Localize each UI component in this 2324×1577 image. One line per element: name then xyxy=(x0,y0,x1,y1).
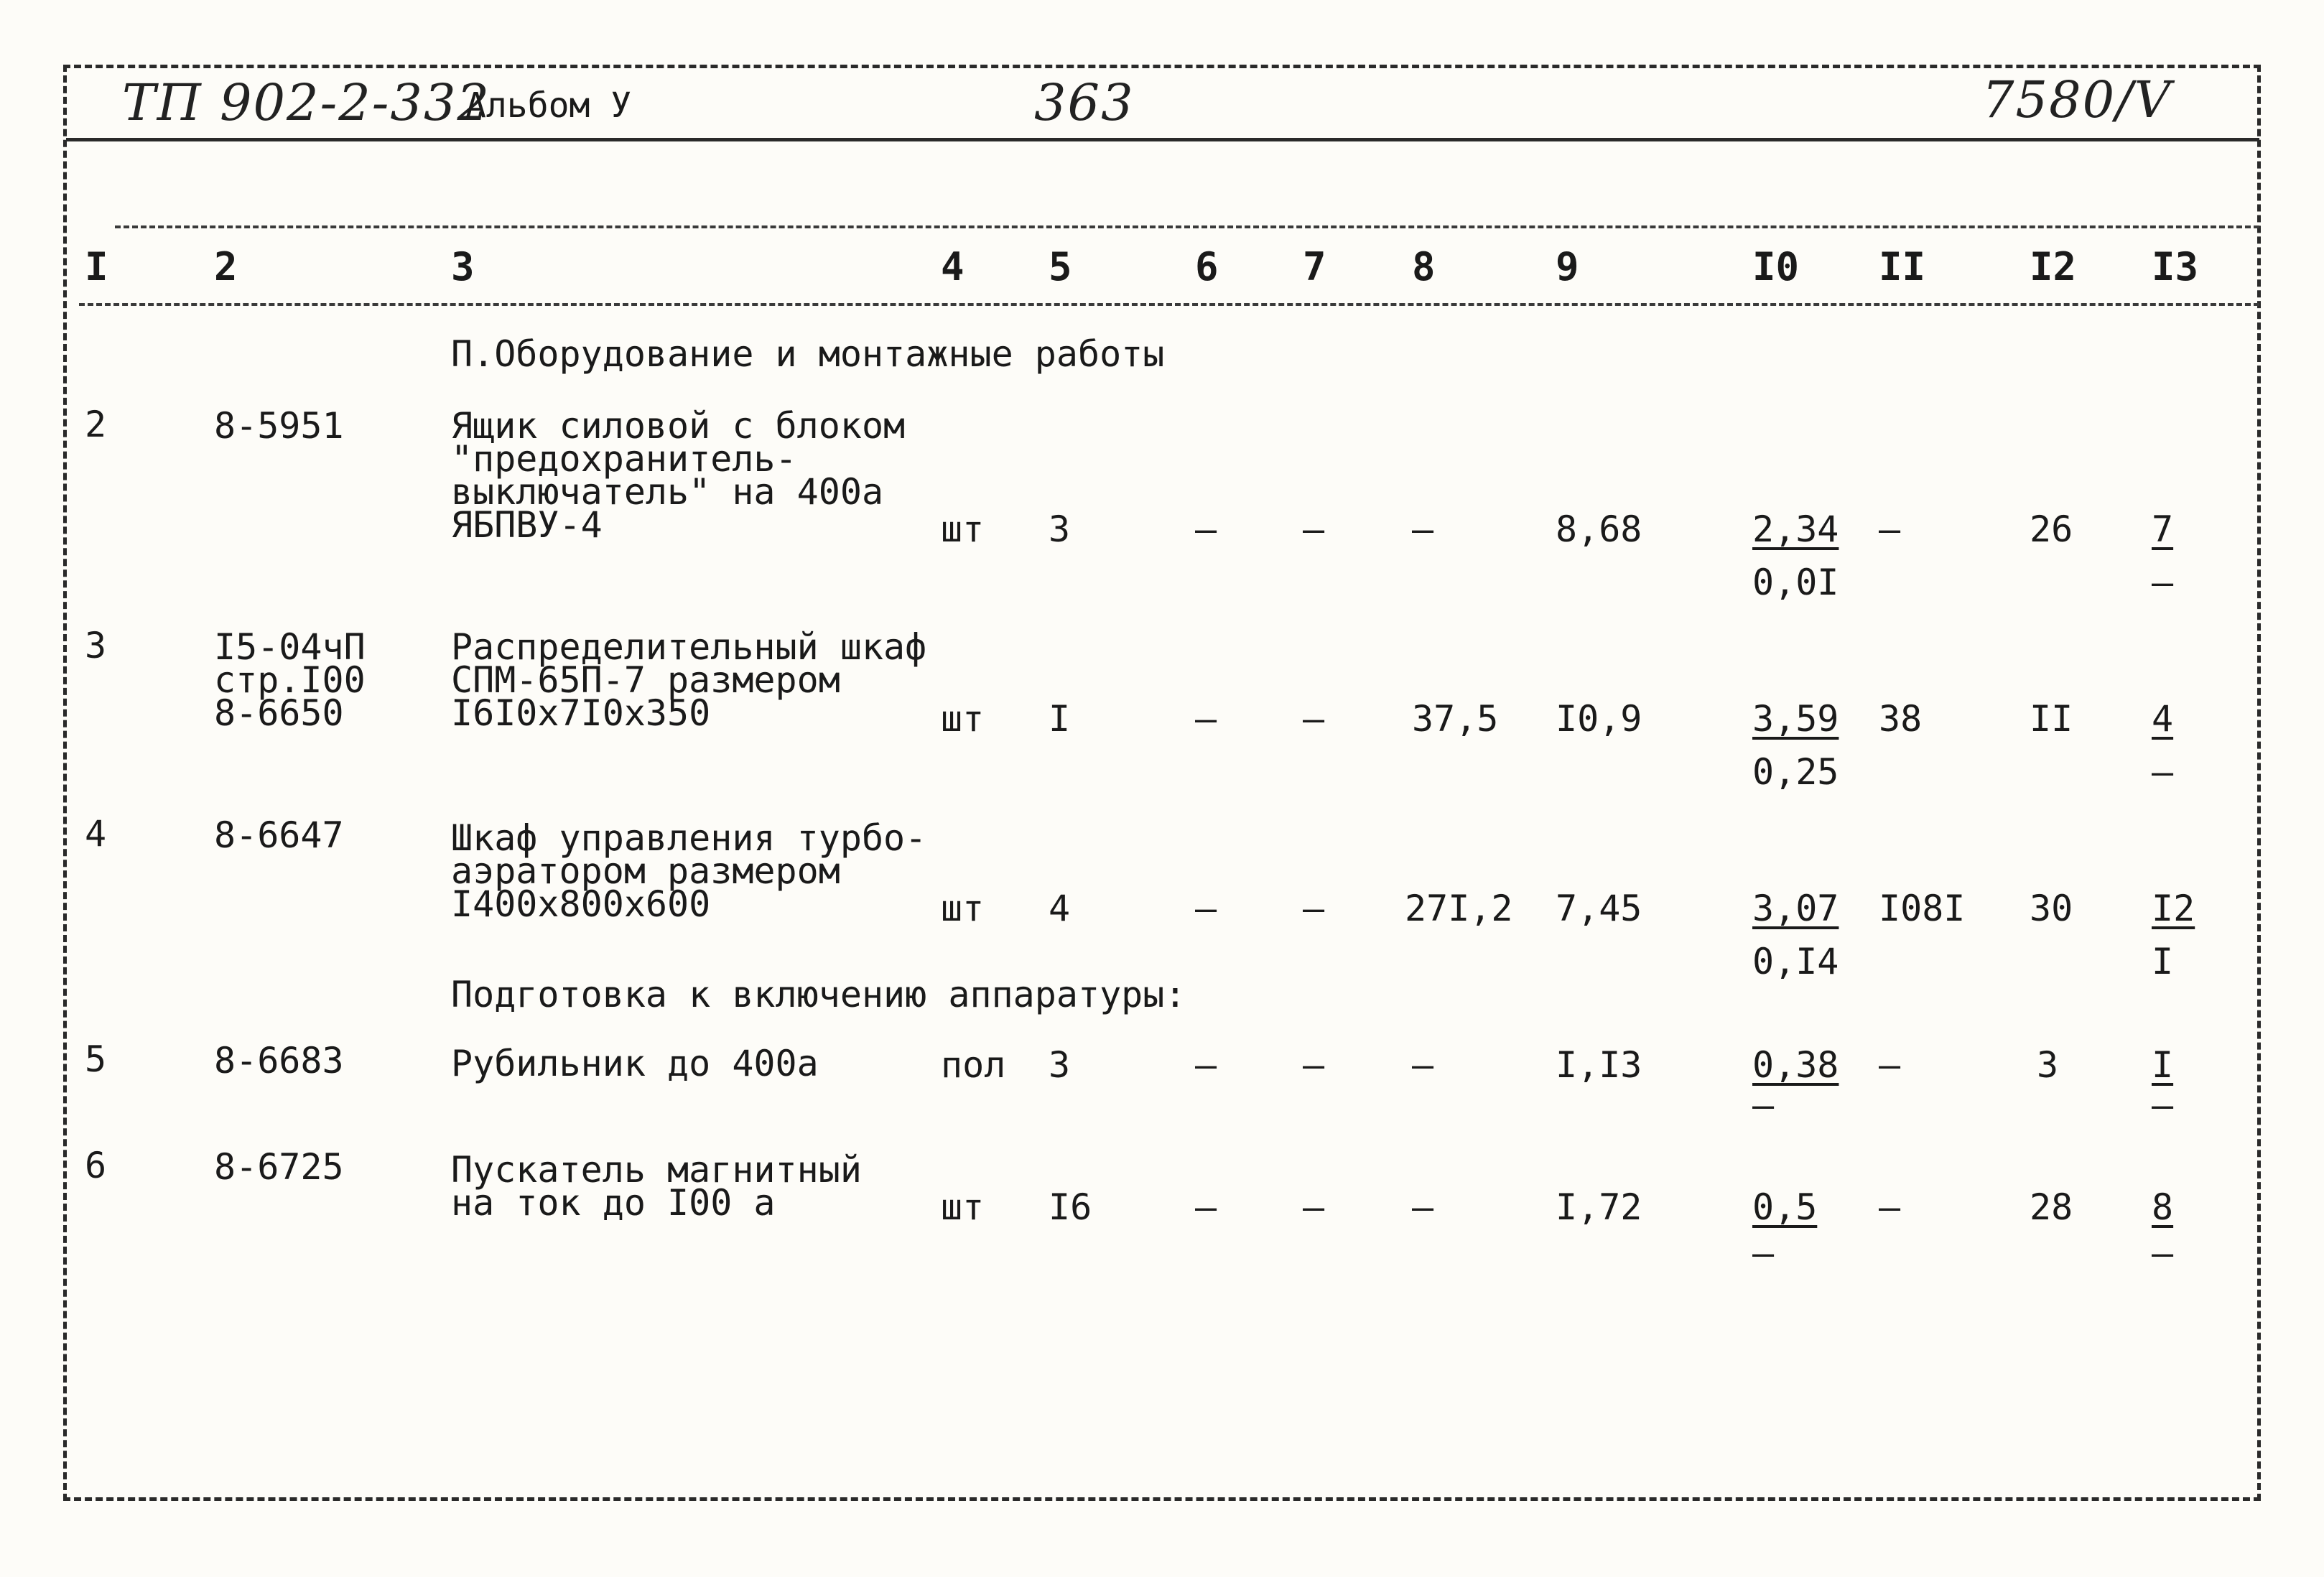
row-col13-bottom: – xyxy=(2152,562,2174,603)
row-code: 8-6683 xyxy=(214,1040,344,1081)
row-name-line: Пускатель магнитный xyxy=(451,1149,862,1191)
row-number: 4 xyxy=(85,813,107,855)
row-code: 8-5951 xyxy=(214,405,344,447)
row-col12: 3 xyxy=(2037,1044,2059,1086)
col-header-3: 3 xyxy=(451,244,475,289)
row-col10-top: 3,59 xyxy=(1752,698,1839,740)
row-code: I5-04чП xyxy=(214,626,366,668)
row-col9: I0,9 xyxy=(1556,698,1642,740)
page-frame xyxy=(63,65,2261,1501)
row-name-line: ЯБПВУ-4 xyxy=(451,504,603,546)
row-number: 6 xyxy=(85,1145,107,1186)
row-col7: – xyxy=(1303,1186,1325,1228)
row-col10-bottom: – xyxy=(1752,1084,1775,1126)
row-name-line: Ящик силовой с блоком xyxy=(451,405,906,447)
row-col10-top: 0,38 xyxy=(1752,1044,1839,1086)
col-header-10: I0 xyxy=(1752,244,1800,289)
col-header-6: 6 xyxy=(1195,244,1219,289)
row-number: 5 xyxy=(85,1038,107,1080)
row-col6: – xyxy=(1195,698,1217,740)
row-col7: – xyxy=(1303,888,1325,929)
row-col10-top: 2,34 xyxy=(1752,508,1839,550)
section-heading-equipment: П.Оборудование и монтажные работы xyxy=(451,333,1165,375)
row-col13-bottom: I xyxy=(2152,941,2174,982)
row-col10-bottom: 0,25 xyxy=(1752,751,1839,793)
row-col6: – xyxy=(1195,888,1217,929)
col-header-5: 5 xyxy=(1049,244,1072,289)
row-name-line: I400х800х600 xyxy=(451,883,711,925)
row-name-line: на ток до I00 а xyxy=(451,1182,776,1224)
row-name-line: "предохранитель- xyxy=(451,438,797,480)
row-col12: 26 xyxy=(2030,508,2073,550)
section-heading-preparation: Подготовка к включению аппаратуры: xyxy=(451,974,1186,1015)
row-col10-bottom: – xyxy=(1752,1232,1775,1274)
row-unit: пол xyxy=(941,1044,1006,1086)
row-col6: – xyxy=(1195,1186,1217,1228)
project-code: ТП 902-2-332 xyxy=(122,73,491,132)
row-col11: I08I xyxy=(1879,888,1966,929)
inventory-number: 7580/V xyxy=(1982,70,2172,129)
title-divider xyxy=(66,138,2259,141)
row-col7: – xyxy=(1303,698,1325,740)
row-col9: I,72 xyxy=(1556,1186,1642,1228)
album-label: Альбом У xyxy=(465,85,632,126)
row-col13-bottom: – xyxy=(2152,1232,2174,1274)
row-qty: 4 xyxy=(1049,888,1071,929)
row-name-line: Рубильник до 400а xyxy=(451,1043,819,1084)
row-col12: II xyxy=(2030,698,2073,740)
col-header-4: 4 xyxy=(941,244,965,289)
row-code: 8-6647 xyxy=(214,814,344,856)
row-col8: – xyxy=(1412,508,1434,550)
row-unit: шт xyxy=(941,888,985,929)
row-col13-top: 4 xyxy=(2152,698,2174,740)
col-header-7: 7 xyxy=(1303,244,1326,289)
col-header-9: 9 xyxy=(1556,244,1579,289)
row-name-line: выключатель" на 400а xyxy=(451,471,884,513)
row-name-line: Шкаф управления турбо- xyxy=(451,817,927,859)
col-header-11: II xyxy=(1879,244,1926,289)
col-header-1: I xyxy=(85,244,108,289)
row-unit: шт xyxy=(941,1186,985,1228)
row-col6: – xyxy=(1195,1044,1217,1086)
col-header-8: 8 xyxy=(1412,244,1436,289)
row-col11: 38 xyxy=(1879,698,1923,740)
row-unit: шт xyxy=(941,508,985,550)
header-top-line xyxy=(115,225,2259,228)
row-col12: 28 xyxy=(2030,1186,2073,1228)
row-number: 2 xyxy=(85,404,107,445)
row-col9: 7,45 xyxy=(1556,888,1642,929)
row-col9: I,I3 xyxy=(1556,1044,1642,1086)
row-col10-top: 0,5 xyxy=(1752,1186,1818,1228)
col-header-2: 2 xyxy=(214,244,238,289)
row-col13-bottom: – xyxy=(2152,1084,2174,1126)
row-unit: шт xyxy=(941,698,985,740)
row-col11: – xyxy=(1879,1044,1901,1086)
row-col8: 37,5 xyxy=(1412,698,1499,740)
row-col13-top: I2 xyxy=(2152,888,2195,929)
row-qty: I6 xyxy=(1049,1186,1092,1228)
row-name-line: СПМ-65П-7 размером xyxy=(451,659,840,701)
row-name-line: аэратором размером xyxy=(451,850,840,892)
row-col8: – xyxy=(1412,1186,1434,1228)
row-code: 8-6650 xyxy=(214,692,344,734)
row-col10-top: 3,07 xyxy=(1752,888,1839,929)
row-col12: 30 xyxy=(2030,888,2073,929)
header-bottom-line xyxy=(79,303,2259,306)
row-col13-top: 8 xyxy=(2152,1186,2174,1228)
row-col8: – xyxy=(1412,1044,1434,1086)
row-col7: – xyxy=(1303,1044,1325,1086)
row-qty: 3 xyxy=(1049,508,1071,550)
row-number: 3 xyxy=(85,625,107,666)
row-col13-top: I xyxy=(2152,1044,2174,1086)
row-col7: – xyxy=(1303,508,1325,550)
page-number: 363 xyxy=(1034,73,1135,132)
row-col11: – xyxy=(1879,508,1901,550)
row-col11: – xyxy=(1879,1186,1901,1228)
row-qty: I xyxy=(1049,698,1071,740)
row-col13-bottom: – xyxy=(2152,751,2174,793)
row-col8: 27I,2 xyxy=(1405,888,1513,929)
col-header-12: I2 xyxy=(2030,244,2077,289)
row-name-line: I6I0х7I0х350 xyxy=(451,692,711,734)
row-col13-top: 7 xyxy=(2152,508,2174,550)
row-col10-bottom: 0,I4 xyxy=(1752,941,1839,982)
row-code: 8-6725 xyxy=(214,1146,344,1188)
row-col10-bottom: 0,0I xyxy=(1752,562,1839,603)
row-name-line: Распределительный шкаф xyxy=(451,626,927,668)
col-header-13: I3 xyxy=(2152,244,2199,289)
row-col6: – xyxy=(1195,508,1217,550)
row-qty: 3 xyxy=(1049,1044,1071,1086)
row-col9: 8,68 xyxy=(1556,508,1642,550)
row-code: стр.I00 xyxy=(214,659,366,701)
